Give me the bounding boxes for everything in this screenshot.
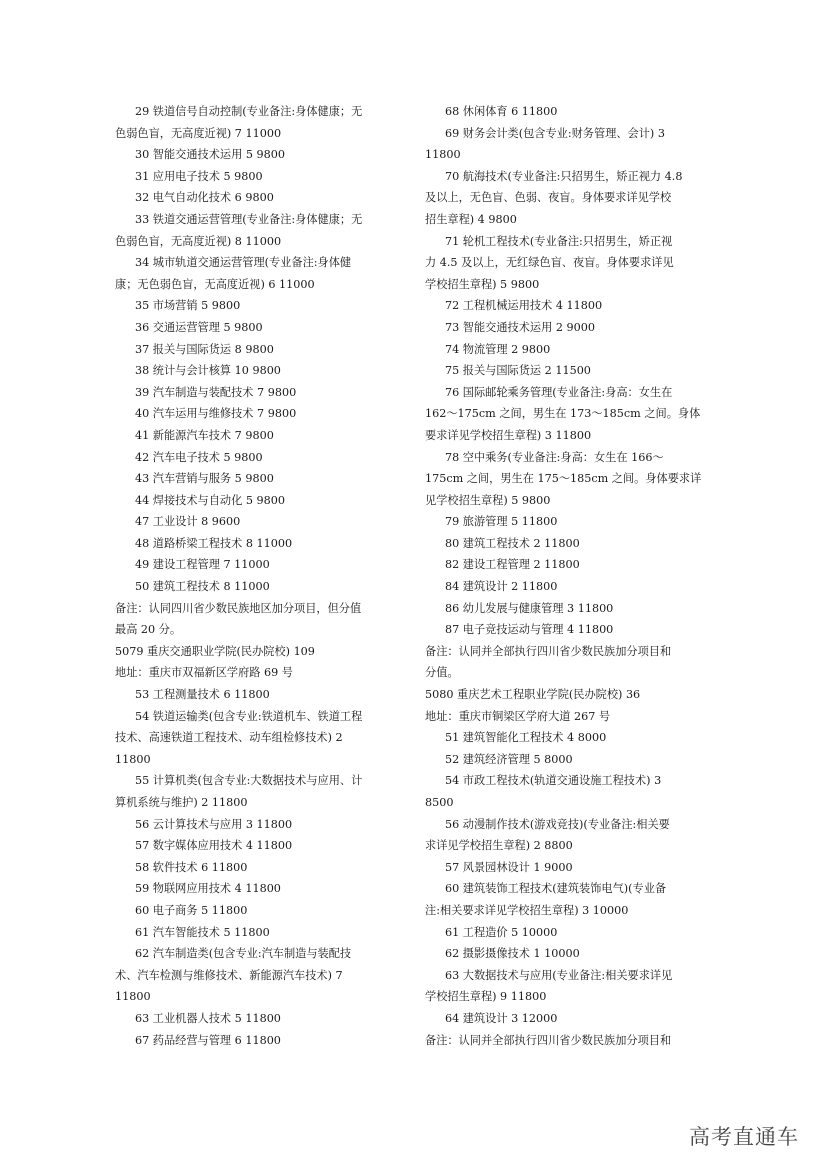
text-line: 71 轮机工程技术(专业备注:只招男生，矫正视 [445, 234, 673, 248]
text-line: 61 工程造价 5 10000 [445, 925, 558, 939]
text-line: 84 建筑设计 2 11800 [445, 580, 558, 594]
text-line: 64 建筑设计 3 12000 [445, 1011, 558, 1025]
text-line: 74 物流管理 2 9800 [445, 342, 551, 356]
text-line: 地址：重庆市铜梁区学府大道 267 号 [425, 709, 611, 723]
left-column [115, 101, 410, 1051]
text-line: 56 云计算技术与应用 3 11800 [135, 817, 293, 831]
text-line: 72 工程机械运用技术 4 11800 [445, 299, 603, 313]
text-line: 5080 重庆艺术工程职业学院(民办院校) 36 [425, 688, 641, 702]
text-line: 40 汽车运用与维修技术 7 9800 [135, 407, 297, 421]
text-line: 29 铁道信号自动控制(专业备注:身体健康；无 [135, 105, 363, 118]
text-line: 76 国际邮轮乘务管理(专业备注:身高：女生在 [445, 385, 673, 399]
text-line: 53 工程测量技术 6 11800 [135, 688, 270, 702]
text-line: 备注：认同四川省少数民族地区加分项目，但分值 [115, 601, 362, 615]
text-line: 57 数字媒体应用技术 4 11800 [135, 839, 293, 853]
text-line: 75 报关与国际货运 2 11500 [445, 364, 591, 378]
text-line: 要求详见学校招生章程) 3 11800 [425, 428, 592, 442]
text-line: 分值。 [425, 666, 459, 680]
text-line: 32 电气自动化技术 6 9800 [135, 191, 274, 205]
text-line: 招生章程) 4 9800 [425, 212, 517, 226]
text-line: 82 建设工程管理 2 11800 [445, 558, 580, 572]
right-column [425, 101, 715, 1051]
text-line: 11800 [115, 752, 151, 766]
text-line: 11800 [115, 990, 151, 1004]
text-line: 69 财务会计类(包含专业:财务管理、会计) 3 [445, 126, 665, 140]
text-line: 8500 [425, 796, 454, 809]
text-line: 162～175cm 之间，男生在 173～185cm 之间。身体 [425, 407, 701, 421]
text-line: 60 电子商务 5 11800 [135, 903, 248, 917]
text-line: 51 建筑智能化工程技术 4 8000 [445, 731, 607, 745]
text-line: 58 软件技术 6 11800 [135, 860, 248, 874]
text-line: 55 计算机类(包含专业:大数据技术与应用、计 [135, 774, 363, 788]
text-line: 63 大数据技术与应用(专业备注:相关要求详见 [445, 968, 673, 982]
text-line: 52 建筑经济管理 5 8000 [445, 752, 573, 766]
text-line: 学校招生章程) 9 11800 [425, 990, 547, 1004]
text-line: 色弱色盲，无高度近视) 8 11000 [115, 234, 282, 248]
text-line: 及以上，无色盲、色弱、夜盲。身体要求详见学校 [425, 191, 672, 205]
text-line: 38 统计与会计核算 10 9800 [135, 364, 281, 378]
text-line: 42 汽车电子技术 5 9800 [135, 450, 263, 464]
text-line: 80 建筑工程技术 2 11800 [445, 536, 580, 550]
text-line: 54 铁道运输类(包含专业:铁道机车、铁道工程 [135, 709, 363, 723]
text-line: 41 新能源汽车技术 7 9800 [135, 428, 274, 442]
text-line: 5079 重庆交通职业学院(民办院校) 109 [115, 644, 315, 658]
text-line: 61 汽车智能技术 5 11800 [135, 925, 270, 939]
text-line: 36 交通运营管理 5 9800 [135, 320, 263, 334]
text-line: 54 市政工程技术(轨道交通设施工程技术) 3 [445, 774, 662, 788]
text-line: 73 智能交通技术运用 2 9000 [445, 320, 595, 334]
text-line: 70 航海技术(专业备注:只招男生，矫正视力 4.8 [445, 169, 683, 183]
text-line: 备注：认同并全部执行四川省少数民族加分项目和 [425, 644, 672, 658]
text-line: 力 4.5 及以上，无红绿色盲、夜盲。身体要求详见 [425, 256, 674, 270]
text-line: 43 汽车营销与服务 5 9800 [135, 472, 274, 486]
text-line: 37 报关与国际货运 8 9800 [135, 342, 274, 356]
text-line: 注:相关要求详见学校招生章程) 3 10000 [425, 903, 629, 917]
text-line: 地址：重庆市双福新区学府路 69 号 [115, 666, 293, 680]
text-line: 33 铁道交通运营管理(专业备注:身体健康；无 [135, 212, 363, 226]
text-line: 59 物联网应用技术 4 11800 [135, 882, 281, 896]
text-line: 175cm 之间，男生在 175～185cm 之间。身体要求详 [425, 472, 702, 486]
text-line: 30 智能交通技术运用 5 9800 [135, 148, 285, 162]
text-line: 39 汽车制造与装配技术 7 9800 [135, 385, 297, 399]
text-line: 色弱色盲，无高度近视) 7 11000 [115, 126, 282, 140]
text-line: 康；无色弱色盲，无高度近视) 6 11000 [115, 277, 315, 291]
text-line: 56 动漫制作技术(游戏竞技)(专业备注:相关要 [445, 817, 670, 831]
text-line: 44 焊接技术与自动化 5 9800 [135, 493, 285, 507]
text-line: 求详见学校招生章程) 2 8800 [425, 839, 573, 853]
text-line: 见学校招生章程) 5 9800 [425, 493, 551, 507]
text-line: 62 摄影摄像技术 1 10000 [445, 947, 580, 961]
text-line: 60 建筑装饰工程技术(建筑装饰电气)(专业备 [445, 882, 667, 896]
text-line: 48 道路桥梁工程技术 8 11000 [135, 536, 293, 550]
text-line: 67 药品经营与管理 6 11800 [135, 1033, 281, 1047]
text-line: 术、汽车检测与维修技术、新能源汽车技术) 7 [115, 968, 343, 982]
text-line: 算机系统与维护) 2 11800 [115, 796, 248, 809]
text-line: 47 工业设计 8 9600 [135, 515, 241, 529]
text-line: 35 市场营销 5 9800 [135, 299, 241, 313]
text-line: 87 电子竞技运动与管理 4 11800 [445, 623, 614, 637]
text-line: 57 风景园林设计 1 9000 [445, 860, 573, 874]
text-line: 68 休闲体育 6 11800 [445, 105, 558, 118]
text-line: 50 建筑工程技术 8 11000 [135, 580, 270, 594]
text-line: 63 工业机器人技术 5 11800 [135, 1011, 281, 1025]
text-line: 学校招生章程) 5 9800 [425, 277, 540, 291]
text-line: 49 建设工程管理 7 11000 [135, 558, 270, 572]
text-line: 86 幼儿发展与健康管理 3 11800 [445, 601, 614, 615]
text-line: 31 应用电子技术 5 9800 [135, 169, 263, 183]
text-line: 11800 [425, 148, 461, 162]
text-line: 79 旅游管理 5 11800 [445, 515, 558, 529]
text-line: 62 汽车制造类(包含专业:汽车制造与装配技 [135, 947, 352, 961]
text-line: 34 城市轨道交通运营管理(专业备注:身体健 [135, 256, 352, 270]
text-line: 78 空中乘务(专业备注:身高：女生在 166～ [445, 450, 664, 464]
text-line: 备注：认同并全部执行四川省少数民族加分项目和 [425, 1033, 672, 1047]
text-line: 技术、高速铁道工程技术、动车组检修技术) 2 [115, 731, 343, 745]
text-line: 最高 20 分。 [115, 623, 182, 637]
watermark: 高考直通车 [689, 1125, 799, 1149]
